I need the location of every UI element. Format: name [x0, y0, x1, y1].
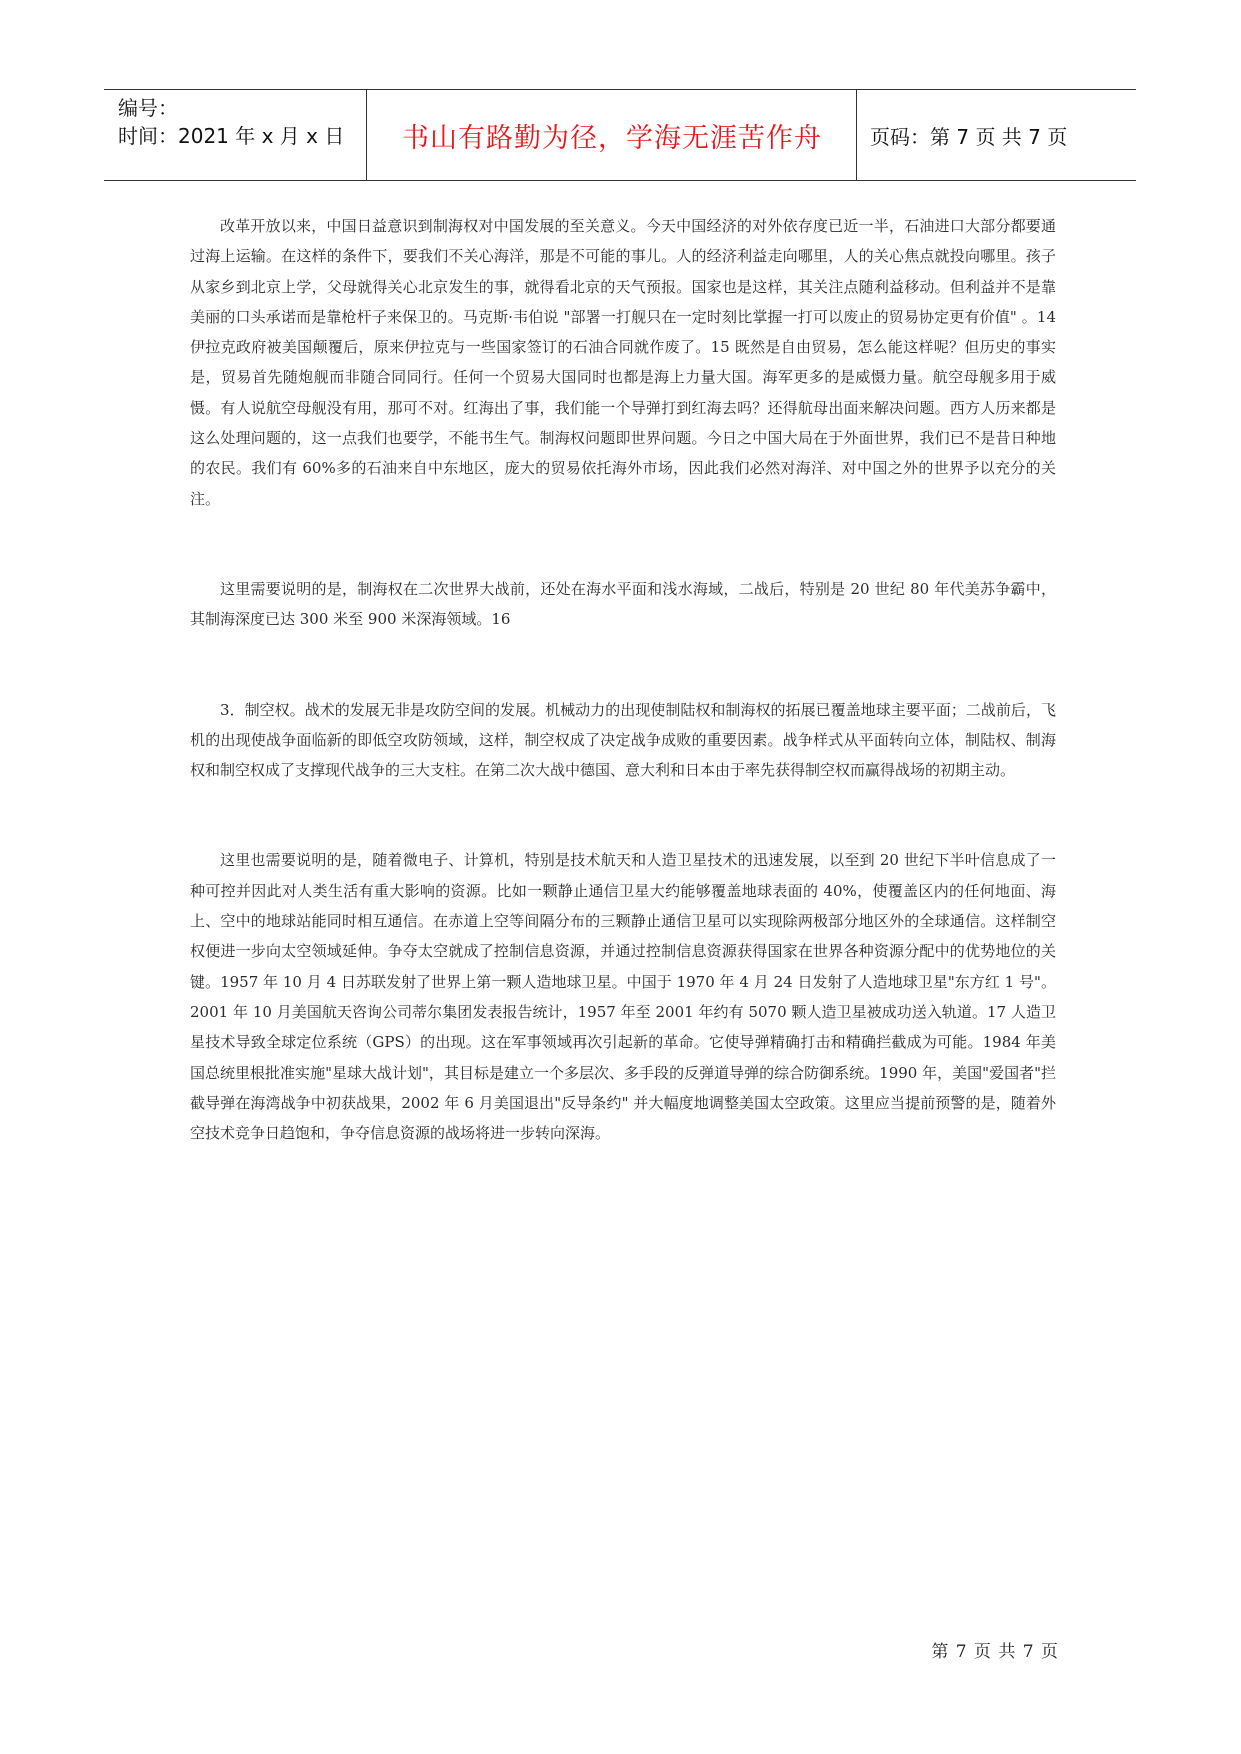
document-body — [190, 211, 1056, 1148]
page-header — [104, 89, 1136, 181]
paragraph-gap — [190, 514, 1056, 574]
body-paragraph-2: 这里需要说明的是，制海权在二次世界大战前，还处在海水平面和浅水海域，二战后，特别是 20 世纪 80 年代美苏争霸中，其制海深度已达 300 米至 900 米深海领域。16 — [190, 579, 1056, 629]
header-page-info: 页码：第 7 页 共 7 页 — [870, 124, 1068, 149]
header-divider-left — [366, 90, 367, 180]
body-paragraph-1: 改革开放以来，中国日益意识到制海权对中国发展的至关意义。今天中国经济的对外依存度已近一半，石油进口大部分都要通过海上运输。在这样的条件下，要我们不关心海洋，那是不可能的事儿。人的经济利益走向哪里，人的关心焦点就投向哪里。孩子从家乡到北京上学，父母就得关心北京发生的事，就得看北京的天气预报。国家也是这样，其关注点随利益移动。但利益并不是靠美丽的口头承诺而是靠枪杆子来保卫的。马克斯·韦伯说 "部署一打舰只在一定时刻比掌握一打可以废止的贸易协定更有价值" 。14 伊拉克政府被美国颠覆后，原来伊拉克与一些国家签订的石油合同就作废了。15 既然是自由贸易，怎么能这样呢？但历史的事实是，贸易首先随炮舰而非随合同同行。任何一个贸易大国同时也都是海上力量大国。海军更多的是威慑力量。航空母舰多用于威慑。有人说航空母舰没有用，那可不对。红海出了事，我们能一个导弹打到红海去吗？还得航母出面来解决问题。西方人历来都是这么处理问题的，这一点我们也要学，不能书生气。制海权问题即世界问题。今日之中国大局在于外面世界，我们已不是昔日种地的农民。我们有 60%多的石油来自中东地区，庞大的贸易依托海外市场，因此我们必然对海洋、对中国之外的世界予以充分的关注。 — [190, 217, 1056, 508]
body-paragraph-3: 3．制空权。战术的发展无非是攻防空间的发展。机械动力的出现使制陆权和制海权的拓展已覆盖地球主要平面；二战前后，飞机的出现使战争面临新的即低空攻防领域，这样，制空权成了决定战争成败的重要因素。战争样式从平面转向立体，制陆权、制海权和制空权成了支撑现代战争的三大支柱。在第二次大战中德国、意大利和日本由于率先获得制空权而赢得战场的初期主动。 — [190, 700, 1056, 780]
document-time-label: 时间：2021 年 x 月 x 日 — [118, 124, 345, 148]
paragraph-gap — [190, 635, 1056, 695]
header-divider-right — [856, 90, 857, 180]
body-paragraph-4: 这里也需要说明的是，随着微电子、计算机，特别是技术航天和人造卫星技术的迅速发展，以至到 20 世纪下半叶信息成了一种可控并因此对人类生活有重大影响的资源。比如一颗静止通信卫星大约能够覆盖地球表面的 40%，使覆盖区内的任何地面、海上、空中的地球站能同时相互通信。在赤道上空等间隔分布的三颗静止通信卫星可以实现除两极部分地区外的全球通信。这样制空权便进一步向太空领域延伸。争夺太空就成了控制信息资源，并通过控制信息资源获得国家在世界各种资源分配中的优势地位的关键。1957 年 10 月 4 日苏联发射了世界上第一颗人造地球卫星。中国于 1970 年 4 月 24 日发射了人造地球卫星"东方红 1 号"。2001 年 10 月美国航天咨询公司蒂尔集团发表报告统计，1957 年至 2001 年约有 5070 颗人造卫星被成功送入轨道。17 人造卫星技术导致全球定位系统（GPS）的出现。这在军事领域再次引起新的革命。它使导弹精确打击和精确拦截成为可能。1984 年美国总统里根批准实施"星球大战计划"，其目标是建立一个多层次、多手段的反弹道导弹的综合防御系统。1990 年，美国"爱国者"拦截导弹在海湾战争中初获战果，2002 年 6 月美国退出"反导条约" 并大幅度地调整美国太空政策。这里应当提前预警的是，随着外空技术竞争日趋饱和，争夺信息资源的战场将进一步转向深海。 — [190, 851, 1056, 1143]
header-meta — [118, 94, 344, 150]
document-number-label: 编号： — [118, 96, 178, 120]
header-motto: 书山有路勤为径，学海无涯苦作舟 — [402, 122, 822, 154]
page-footer: 第 7 页 共 7 页 — [931, 1642, 1059, 1662]
paragraph-gap — [190, 785, 1056, 845]
